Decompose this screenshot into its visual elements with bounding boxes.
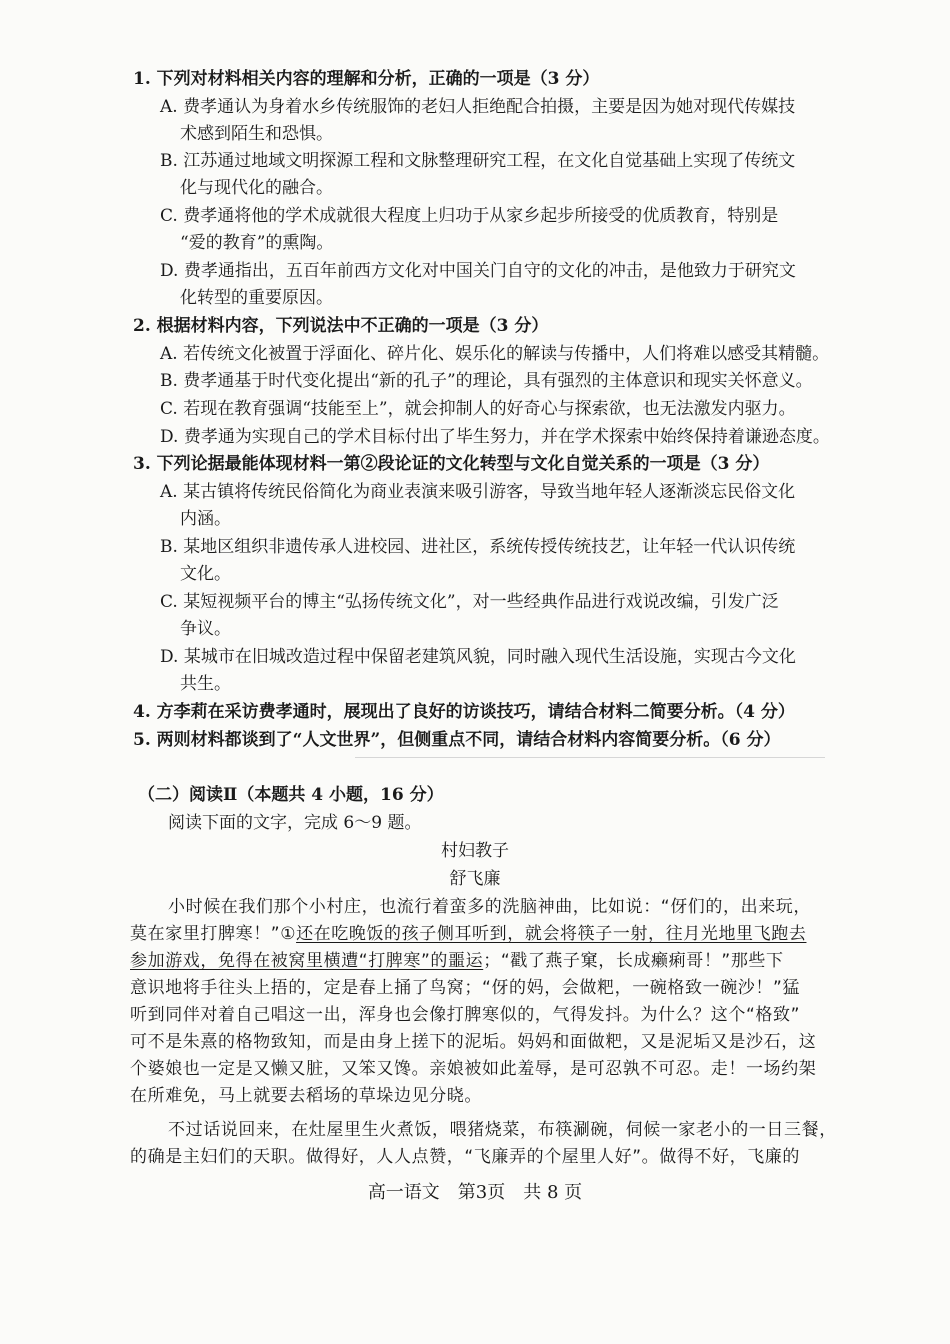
story-line: 意识地将手往头上捂的，定是春上捅了鸟窝；“伢的妈，会做粑，一碗格致一碗沙！”猛 <box>130 978 801 998</box>
page-footer: 高一语文 第3页 共 8 页 <box>367 1182 583 1203</box>
q3-option-c-cont: 争议。 <box>180 619 231 639</box>
q3-option-a-cont: 内涵。 <box>180 509 231 529</box>
q1-option-a-cont: 术感到陌生和恐惧。 <box>180 124 333 144</box>
q1-option-c-cont: “爱的教育”的熏陶。 <box>180 233 334 253</box>
story-text: 莫在家里打脾寒！”① <box>130 924 297 944</box>
question-5-stem: 5. 两则材料都谈到了“人文世界”，但侧重点不同，请结合材料内容简要分析。（6 分） <box>133 730 781 750</box>
q3-option-b: B. 某地区组织非遗传承人进校园、进社区，系统传授传统技艺，让年轻一代认识传统 <box>160 537 796 557</box>
story-line: 不过话说回来，在灶屋里生火煮饭，喂猪烧菜，布筷涮碗，伺候一家老小的一日三餐， <box>168 1120 837 1140</box>
q2-option-c: C. 若现在教育强调“技能至上”，就会抑制人的好奇心与探索欲，也无法激发内驱力。 <box>160 399 796 419</box>
separator-line <box>355 757 825 758</box>
story-line: 个婆娘也一定是又懒又脏，又笨又馋。亲娘被如此羞辱，是可忍孰不可忍。走！一场约架 <box>130 1059 817 1079</box>
question-3-stem: 3. 下列论据最能体现材料一第②段论证的文化转型与文化自觉关系的一项是（3 分） <box>133 454 770 474</box>
underlined-text: 参加游戏，免得在被窝里横遭“打脾寒”的噩运 <box>130 951 484 971</box>
story-line: 听到同伴对着自己唱这一出，浑身也会像打脾寒似的，气得发抖。为什么？这个“格致” <box>130 1005 801 1025</box>
underlined-text: 还在吃晚饭的孩子侧耳听到，就会将筷子一射，往月光地里飞跑去 <box>296 924 807 944</box>
story-title: 村妇教子 <box>441 841 509 861</box>
q3-option-c: C. 某短视频平台的博主“弘扬传统文化”，对一些经典作品进行戏说改编，引发广泛 <box>160 592 779 612</box>
q1-option-d: D. 费孝通指出，五百年前西方文化对中国关门自守的文化的冲击，是他致力于研究文 <box>160 261 796 281</box>
question-1-stem: 1. 下列对材料相关内容的理解和分析，正确的一项是（3 分） <box>133 69 600 89</box>
q2-option-d: D. 费孝通为实现自己的学术目标付出了毕生努力，并在学术探索中始终保持着谦逊态度。 <box>160 427 830 447</box>
story-text: ；“戳了燕子窠，长成癞痢哥！”那些下 <box>483 951 784 971</box>
story-line: 在所难免，马上就要去稻场的草垛边见分晓。 <box>130 1086 482 1106</box>
section-heading: （二）阅读Ⅱ（本题共 4 小题，16 分） <box>138 785 444 805</box>
q1-option-c: C. 费孝通将他的学术成就很大程度上归功于从家乡起步所接受的优质教育，特别是 <box>160 206 779 226</box>
q3-option-d: D. 某城市在旧城改造过程中保留老建筑风貌，同时融入现代生活设施，实现古今文化 <box>160 647 796 667</box>
story-line: 小时候在我们那个小村庄，也流行着蛮多的洗脑神曲，比如说：“伢们的，出来玩， <box>168 897 812 917</box>
q3-option-a: A. 某古镇将传统民俗简化为商业表演来吸引游客，导致当地年轻人逐渐淡忘民俗文化 <box>160 482 796 502</box>
question-2-stem: 2. 根据材料内容，下列说法中不正确的一项是（3 分） <box>133 316 549 336</box>
q1-option-a: A. 费孝通认为身着水乡传统服饰的老妇人拒绝配合拍摄，主要是因为她对现代传媒技 <box>160 97 796 117</box>
section-instruction: 阅读下面的文字，完成 6～9 题。 <box>168 813 422 833</box>
question-4-stem: 4. 方李莉在采访费孝通时，展现出了良好的访谈技巧，请结合材料二简要分析。（4 分） <box>133 702 795 722</box>
q3-option-b-cont: 文化。 <box>180 564 231 584</box>
story-line <box>130 921 806 948</box>
q2-option-a: A. 若传统文化被置于浮面化、碎片化、娱乐化的解读与传播中，人们将难以感受其精髓。 <box>160 344 830 364</box>
story-author: 舒飞廉 <box>449 869 501 889</box>
story-line <box>130 948 784 975</box>
q1-option-b: B. 江苏通过地域文明探源工程和文脉整理研究工程，在文化自觉基础上实现了传统文 <box>160 151 796 171</box>
q3-option-d-cont: 共生。 <box>180 674 231 694</box>
story-line: 的确是主妇们的天职。做得好，人人点赞，“飞廉弄的个屋里人好”。做得不好，飞廉的 <box>130 1147 801 1167</box>
story-line: 可不是朱熹的格物致知，而是由身上搓下的泥垢。妈妈和面做粑，又是泥垢又是沙石，这 <box>130 1032 817 1052</box>
q2-option-b: B. 费孝通基于时代变化提出“新的孔子”的理论，具有强烈的主体意识和现实关怀意义。 <box>160 371 813 391</box>
q1-option-b-cont: 化与现代化的融合。 <box>180 178 333 198</box>
q1-option-d-cont: 化转型的重要原因。 <box>180 288 333 308</box>
